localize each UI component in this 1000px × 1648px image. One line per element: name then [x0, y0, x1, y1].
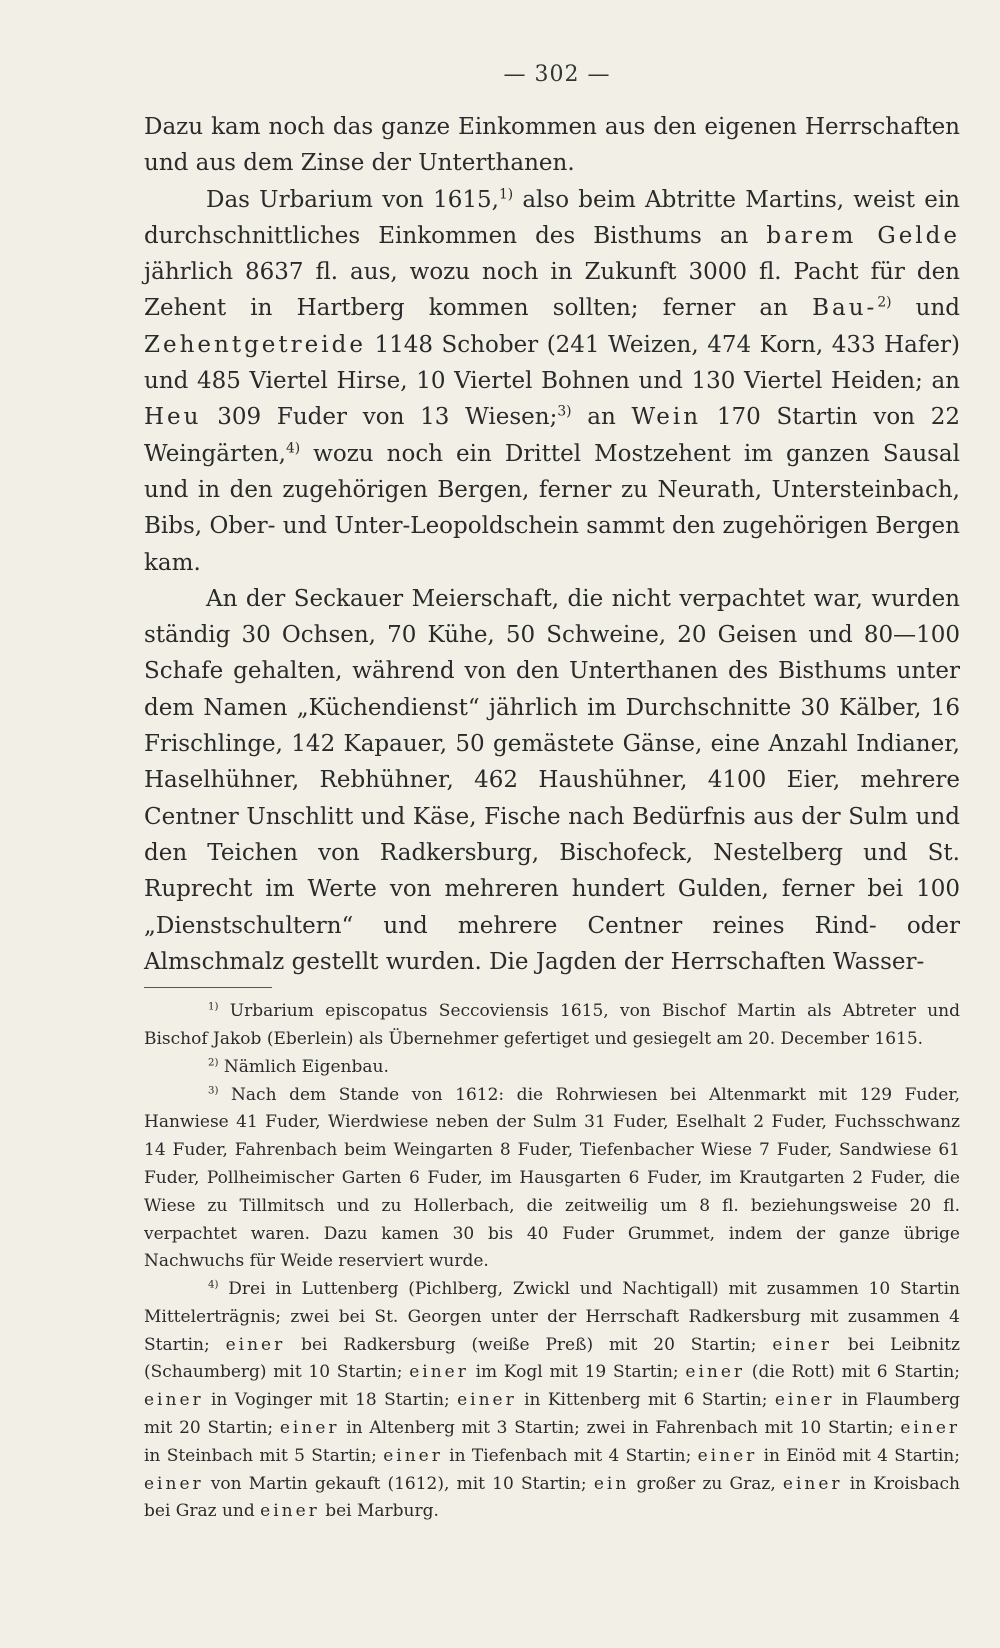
- text-run: bei Marburg.: [319, 1501, 439, 1522]
- text-run: von Martin gekauft (1612), mit 10 Startin;: [203, 1473, 594, 1494]
- text-run: Nämlich Eigenbau.: [218, 1056, 389, 1077]
- footnote-marker: 4): [285, 440, 301, 457]
- footnote-marker: 4): [208, 1279, 219, 1291]
- text-run: jährlich 8637 fl. aus, wozu noch in Zukunft 3000 fl. Pacht für den Zehent in Hartberg kommen sollten; ferner an: [144, 259, 960, 322]
- text-run: in Tiefenbach mit 4 Startin;: [442, 1445, 698, 1466]
- spaced-emphasis: einer: [383, 1445, 443, 1466]
- text-run: Nach dem Stande von 1612: die Rohrwiesen bei Altenmarkt mit 129 Fuder, Hanwiese 41 Fuder, Wierdwiese neben der Sulm 31 Fuder, Eselhalt 2 Fuder, Fuchsschwanz 14 Fuder, Fahrenbach beim Weingarten 8 Fuder, Tiefenbacher Wiese 7 Fuder, Sandwiese 61 Fuder, Pollheimischer Garten 6 Fuder, im Hausgarten 6 Fuder, im Krautgarten 2 Fuder, die Wiese zu Tillmitsch und zu Hollerbach, die zeitweilig um 8 fl. beziehungsweise 20 fl. verpachtet waren. Dazu kamen 30 bis 40 Fuder Grummet, indem der ganze übrige Nachwuchs für Weide reserviert wurde.: [144, 1084, 960, 1272]
- spaced-emphasis: Bau-: [812, 295, 878, 322]
- footnote-marker: 3): [557, 403, 572, 420]
- footnote-2: [144, 1054, 960, 1082]
- text-run: in Altenberg mit 3 Startin; zwei in Fahrenbach mit 10 Startin;: [339, 1418, 901, 1439]
- text-run: großer zu Graz,: [629, 1473, 783, 1494]
- text-run: bei Radkersburg (weiße Preß) mit 20 Startin;: [285, 1334, 773, 1355]
- spaced-emphasis: Wein: [631, 404, 702, 431]
- footnote-marker: 2): [208, 1057, 219, 1069]
- paragraph-3: [144, 581, 960, 980]
- main-text: [144, 109, 960, 980]
- text-run: bei Leibnitz (Schaumberg) mit 10 Startin;: [144, 1334, 960, 1383]
- footnote-separator: [144, 987, 272, 988]
- spaced-emphasis: einer: [685, 1362, 746, 1383]
- text-run: in Kittenberg mit 6 Startin;: [516, 1390, 775, 1411]
- spaced-emphasis: einer: [144, 1473, 204, 1494]
- text-run: (die Rott) mit 6 Startin;: [745, 1362, 961, 1383]
- text-run: in Voginger mit 18 Startin;: [203, 1390, 458, 1411]
- text-run: an: [571, 404, 632, 431]
- footnotes: [144, 998, 960, 1526]
- text-run: im Kogl mit 19 Startin;: [468, 1362, 686, 1383]
- text-run: Drei in Luttenberg (Pichlberg, Zwickl und Nachtigall) mit zusammen 10 Startin Mittelerträgnis; zwei bei St. Georgen unter der Herrschaft Radkersburg mit zusammen 4 Startin;: [144, 1279, 960, 1355]
- spaced-emphasis: Zehentgetreide: [144, 331, 366, 358]
- text-run: in Kroisbach bei Graz und: [144, 1473, 960, 1522]
- spaced-emphasis: einer: [409, 1362, 469, 1383]
- spaced-emphasis: einer: [772, 1334, 832, 1355]
- footnote-marker: 1): [498, 185, 514, 202]
- text-run: in Steinbach mit 5 Startin;: [144, 1445, 384, 1466]
- spaced-emphasis: einer: [457, 1390, 517, 1411]
- spaced-emphasis: einer: [225, 1334, 286, 1355]
- text-run: 170 Startin von 22 Weingärten,: [144, 404, 961, 467]
- text-run: Das Urbarium von 1615,: [206, 186, 499, 213]
- text-run: An der Seckauer Meierschaft, die nicht verpachtet war, wurden ständig 30 Ochsen, 70 Kühe, 50 Schweine, 20 Geisen und 80—100 Schafe gehalten, während von den Unterthanen des Bisthums unter dem Namen „Küchendienst“ jährlich im Durchschnitte 30 Kälber, 16 Frischlinge, 142 Kapauer, 50 gemästete Gänse, eine Anzahl Indianer, Haselhühner, Rebhühner, 462 Haushühner, 4100 Eier, mehrere Centner Unschlitt und Käse, Fische nach Bedürfnis aus der Sulm und den Teichen von Radkersburg, Bischofeck, Nestelberg und St. Ruprecht im Werte von mehreren hundert Gulden, ferner bei 100 „Dienstschultern“ und mehrere Centner reines Rind- oder Almschmalz gestellt wurden. Die Jagden der Herrschaften Wasser-: [144, 585, 960, 975]
- footnote-1: [144, 998, 960, 1054]
- text-run: also beim Abtritte Martins, weist ein durchschnittliches Einkommen des Bisthums an: [144, 186, 960, 249]
- spaced-emphasis: einer: [697, 1445, 758, 1466]
- spaced-emphasis: einer: [774, 1390, 835, 1411]
- text-run: und: [891, 295, 960, 322]
- spaced-emphasis: einer: [782, 1473, 843, 1494]
- footnote-marker: 3): [208, 1084, 219, 1096]
- text-run: 309 Fuder von 13 Wiesen;: [201, 404, 558, 431]
- spaced-emphasis: ein: [593, 1473, 630, 1494]
- footnote-marker: 2): [877, 294, 892, 311]
- spaced-emphasis: einer: [144, 1390, 204, 1411]
- text-run: Dazu kam noch das ganze Einkommen aus den eigenen Herrschaften und aus dem Zinse der Unterthanen.: [144, 114, 960, 177]
- text-run: in Einöd mit 4 Startin;: [757, 1445, 960, 1466]
- spaced-emphasis: Heu: [144, 404, 202, 431]
- footnote-marker: 1): [208, 1001, 219, 1013]
- paragraph-1: [144, 109, 960, 182]
- paragraph-2: [144, 182, 960, 581]
- spaced-emphasis: einer: [260, 1501, 320, 1522]
- text-run: Urbarium episcopatus Seccoviensis 1615, von Bischof Martin als Abtreter und Bischof Jakob (Eberlein) als Übernehmer gefertiget und gesiegelt am 20. December 1615.: [144, 1001, 960, 1049]
- text-run: in Flaumberg mit 20 Startin;: [144, 1390, 960, 1439]
- footnote-4: [144, 1276, 960, 1526]
- footnote-3: [144, 1082, 960, 1277]
- text-run: wozu noch ein Drittel Mostzehent im ganzen Sausal und in den zugehörigen Bergen, ferner zu Neurath, Untersteinbach, Bibs, Ober- und Unter-Leopoldschein sammt den zugehörigen Bergen kam.: [144, 440, 960, 576]
- spaced-emphasis: barem Gelde: [766, 222, 960, 249]
- spaced-emphasis: einer: [279, 1418, 340, 1439]
- page-number: — 302 —: [503, 62, 611, 87]
- text-run: 1148 Schober (241 Weizen, 474 Korn, 433 Hafer) und 485 Viertel Hirse, 10 Viertel Bohnen und 130 Viertel Heiden; an: [144, 331, 960, 395]
- spaced-emphasis: einer: [900, 1418, 961, 1439]
